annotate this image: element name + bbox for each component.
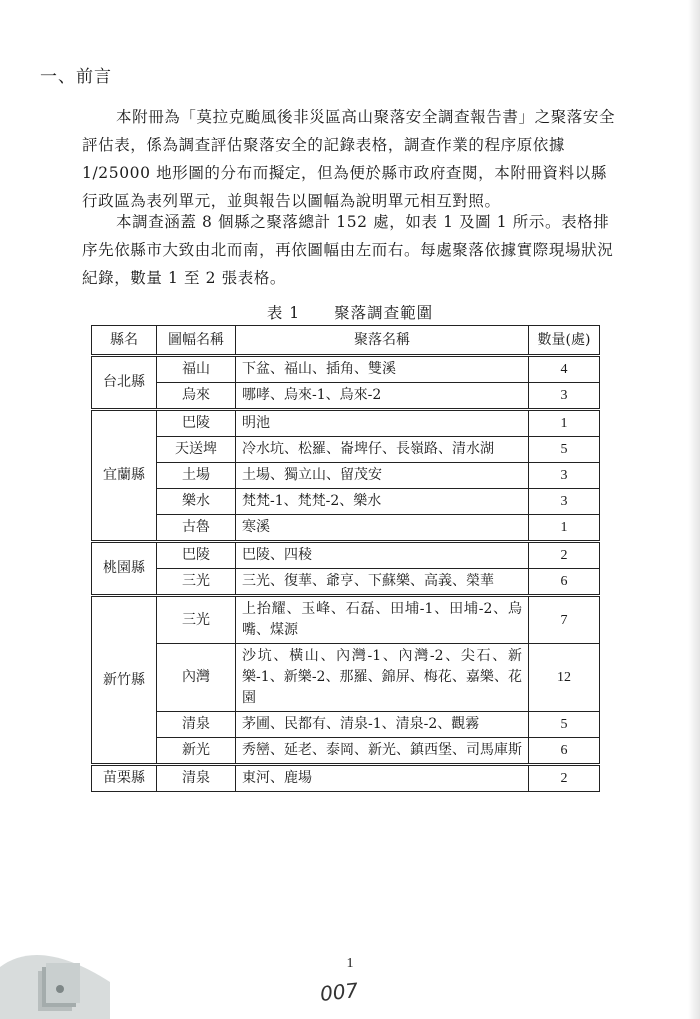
cell-sheet: 樂水 (157, 489, 236, 515)
table-row (92, 515, 600, 542)
table-caption (0, 301, 700, 323)
header-count: 數量(處) (529, 326, 600, 356)
header-settlements: 聚落名稱 (236, 326, 529, 356)
cell-settlements: 冷水坑、松羅、崙埤仔、長嶺路、清水湖 (236, 437, 529, 463)
table-row (92, 437, 600, 463)
cell-settlements: 秀巒、延老、泰岡、新光、鎮西堡、司馬庫斯 (236, 738, 529, 765)
cell-settlements: 巴陵、四稜 (236, 542, 529, 569)
section-heading: 一、前言 (40, 67, 112, 87)
table-caption-label: 表 1 (266, 304, 301, 322)
cell-sheet: 巴陵 (157, 410, 236, 437)
cell-sheet: 古魯 (157, 515, 236, 542)
cell-count: 2 (529, 765, 600, 792)
table-row (92, 356, 600, 383)
handwritten-page-mark: 007 (318, 978, 360, 1006)
cell-sheet: 福山 (157, 356, 236, 383)
page-edge-shadow (688, 0, 700, 1019)
cell-county: 台北縣 (92, 356, 157, 410)
cell-count: 4 (529, 356, 600, 383)
cell-count: 1 (529, 515, 600, 542)
cell-sheet: 內灣 (157, 644, 236, 712)
cell-count: 3 (529, 383, 600, 410)
cell-settlements: 下盆、福山、插角、雙溪 (236, 356, 529, 383)
cell-sheet: 清泉 (157, 712, 236, 738)
cell-county: 苗栗縣 (92, 765, 157, 792)
cell-sheet: 土場 (157, 463, 236, 489)
table-row (92, 738, 600, 765)
cell-sheet: 清泉 (157, 765, 236, 792)
cell-count: 3 (529, 489, 600, 515)
table-row (92, 712, 600, 738)
cell-count: 3 (529, 463, 600, 489)
cell-sheet: 巴陵 (157, 542, 236, 569)
table-row (92, 569, 600, 596)
table-row (92, 765, 600, 792)
table-row (92, 383, 600, 410)
cell-county: 新竹縣 (92, 596, 157, 765)
cell-sheet: 烏來 (157, 383, 236, 410)
cell-count: 12 (529, 644, 600, 712)
table-row (92, 463, 600, 489)
cell-settlements: 寒溪 (236, 515, 529, 542)
cell-count: 5 (529, 712, 600, 738)
cell-count: 7 (529, 596, 600, 644)
table-body (92, 356, 600, 792)
paragraph-1: 本附冊為「莫拉克颱風後非災區高山聚落安全調查報告書」之聚落安全評估表，係為調查評估聚落安全的記錄表格，調查作業的程序原依據 1/25000 地形圖的分布而擬定，但為便於縣市政府查閱，本附冊資料以縣行政區為表列單元，並與報告以圖幅為說明單元相互對照。 (82, 108, 616, 210)
table-row (92, 644, 600, 712)
page-number: 1 (346, 956, 354, 971)
cell-count: 2 (529, 542, 600, 569)
cell-settlements: 土場、獨立山、留茂安 (236, 463, 529, 489)
cell-sheet: 新光 (157, 738, 236, 765)
cell-count: 6 (529, 569, 600, 596)
table-row (92, 410, 600, 437)
table-row (92, 596, 600, 644)
cell-count: 1 (529, 410, 600, 437)
paragraph-2: 本調查涵蓋 8 個縣之聚落總計 152 處，如表 1 及圖 1 所示。表格排序先依縣市大致由北而南，再依圖幅由左而右。每處聚落依據實際現場狀況紀錄，數量 1 至 2 張表格。 (82, 213, 614, 287)
cell-count: 6 (529, 738, 600, 765)
table-row (92, 542, 600, 569)
header-county: 縣名 (92, 326, 157, 356)
table-header-row (92, 326, 600, 356)
cell-settlements: 上抬耀、玉峰、石磊、田埔-1、田埔-2、烏嘴、煤源 (236, 596, 529, 644)
cell-settlements: 沙坑、橫山、內灣-1、內灣-2、尖石、新樂-1、新樂-2、那羅、錦屏、梅花、嘉樂、花園 (236, 644, 529, 712)
settlement-survey-table (91, 325, 600, 792)
cell-sheet: 三光 (157, 596, 236, 644)
cell-settlements: 東河、鹿場 (236, 765, 529, 792)
cell-settlements: 哪哮、烏來-1、烏來-2 (236, 383, 529, 410)
cell-settlements: 三光、復華、爺亨、下蘇樂、高義、榮華 (236, 569, 529, 596)
cell-county: 宜蘭縣 (92, 410, 157, 542)
cell-settlements: 明池 (236, 410, 529, 437)
cell-count: 5 (529, 437, 600, 463)
cell-sheet: 三光 (157, 569, 236, 596)
table-row (92, 489, 600, 515)
library-watermark-logo (0, 937, 110, 1019)
header-sheet: 圖幅名稱 (157, 326, 236, 356)
cell-sheet: 天送埤 (157, 437, 236, 463)
cell-settlements: 梵梵-1、梵梵-2、樂水 (236, 489, 529, 515)
cell-settlements: 茅圃、民都有、清泉-1、清泉-2、觀霧 (236, 712, 529, 738)
table-caption-title: 聚落調查範圍 (334, 304, 434, 322)
cell-county: 桃園縣 (92, 542, 157, 596)
